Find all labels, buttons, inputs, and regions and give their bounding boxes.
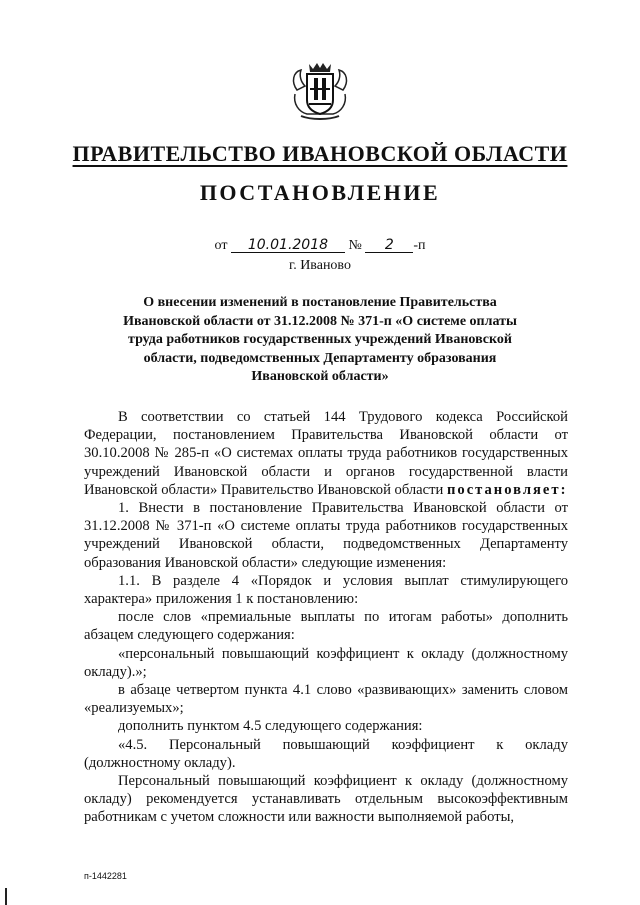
paragraph-add-item: дополнить пунктом 4.5 следующего содержания: xyxy=(118,718,423,735)
number-sign: № xyxy=(348,238,362,253)
handwritten-date: 10.01.2018 xyxy=(231,238,345,253)
document-title: О внесении изменений в постановление Правительства Ивановской области от 31.12.2008 № 371-п «О системе оплаты труда работников государственных учреждений Ивановской области, подведомственных Департаменту образования Ивановской области» xyxy=(123,295,517,384)
footer-code: п-1442281 xyxy=(84,871,127,881)
paragraph-insert: после слов «премиальные выплаты по итогам работы» дополнить абзацем следующего содержания: xyxy=(84,609,568,644)
handwritten-number: 2 xyxy=(365,238,413,253)
registration-line xyxy=(0,238,640,254)
document-body xyxy=(84,408,568,827)
organization-title: ПРАВИТЕЛЬСТВО ИВАНОВСКОЙ ОБЛАСТИ xyxy=(72,141,568,166)
paragraph-replace: в абзаце четвертом пункта 4.1 слово «развивающих» заменить словом «реализуемых»; xyxy=(84,682,568,717)
coat-of-arms-icon xyxy=(287,60,353,122)
decree-word: постановляет: xyxy=(446,481,568,498)
date-prefix: от xyxy=(214,238,228,253)
paragraph-1-1: 1.1. В разделе 4 «Порядок и условия выплат стимулирующего характера» приложения 1 к постановлению: xyxy=(84,572,568,608)
document-type: ПОСТАНОВЛЕНИЕ xyxy=(199,180,441,205)
city: г. Иваново xyxy=(289,258,351,273)
paragraph-4-5: «4.5. Персональный повышающий коэффициент к окладу (должностному окладу). xyxy=(84,736,568,771)
number-suffix: -п xyxy=(413,238,426,253)
paragraph-recommend: Персональный повышающий коэффициент к окладу (должностному окладу) рекомендуется устанавливать отдельным высокоэффективным работникам с учетом сложности или важности выполняемой работы, xyxy=(84,773,568,826)
intro-paragraph: В соответствии со статьей 144 Трудового кодекса Российской Федерации, постановлением Правительства Ивановской области от 30.10.2008 № 285-п «О системах оплаты труда работников государственных учреждений Ивановской области и органов государственной власти Ивановской области» Правительство Ивановской области постановляет: xyxy=(84,409,568,498)
paragraph-coefficient: «персональный повышающий коэффициент к окладу (должностному окладу).»; xyxy=(84,645,568,680)
paragraph-1: 1. Внести в постановление Правительства Ивановской области от 31.12.2008 № 371-п «О системе оплаты труда работников государственных учреждений Ивановской области, подведомственных Департаменту образования Ивановской области» следующие изменения: xyxy=(84,500,568,571)
scan-edge-mark xyxy=(5,888,7,905)
